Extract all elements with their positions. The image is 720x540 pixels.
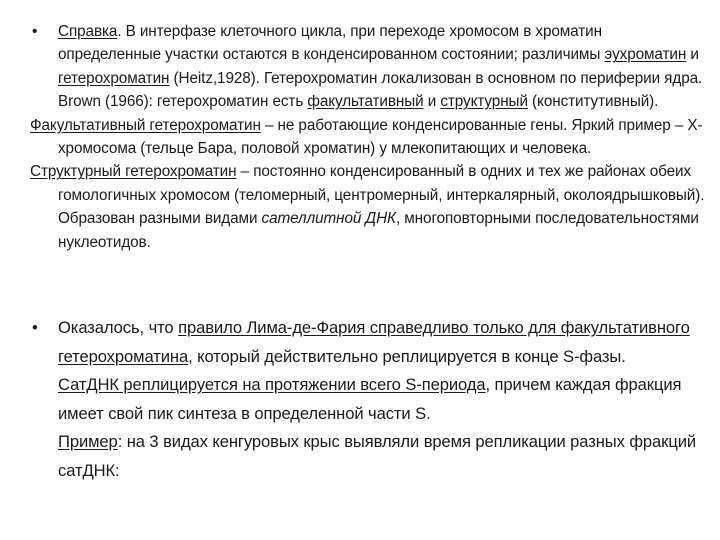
reference-text-1: . В интерфазе клеточного цикла, при переходе хромосом в хроматин определенные участки остаются в конденсированном состоянии; различимы — [58, 23, 605, 64]
example-label: Пример — [58, 432, 118, 452]
facultative-term: факультативный — [307, 93, 424, 111]
structural-text-1: – постоянно конденсированный в одних и тех же районах обеих гомологичных хромосом (теломерный, центромерный, интеркалярный, околоядрышковый). Образован разными видами — [58, 163, 705, 228]
reference-term: Справка — [58, 23, 118, 40]
facultative-heading: Факультативный гетерохроматин — [30, 116, 261, 134]
reference-text-3: (Heitz,1928). Гетерохроматин локализован в основном по периферии ядра. Brown (1966): гетерохроматин есть — [58, 69, 703, 111]
lima-de-faria-rule: правило Лима-де-Фария справедливо только для факультативного гетерохроматина — [58, 318, 690, 366]
structural-text-2: , многоповторными последовательностями нуклеотидов. — [58, 210, 699, 251]
heterochromatin-term: гетерохроматин — [58, 69, 170, 87]
satdna-replication-statement: СатДНК реплицируется на протяжении всего S-периода — [58, 375, 486, 395]
bullet-icon: • — [32, 23, 38, 40]
reference-text-5: (конститутивный). — [527, 93, 659, 111]
replication-text-4: : на 3 видах кенгуровых крыс выявляли время репликации разных фракций сатДНК: — [58, 432, 697, 480]
facultative-paragraph — [30, 114, 708, 161]
bullet-icon: • — [32, 318, 38, 337]
reference-paragraph — [30, 20, 708, 114]
euchromatin-term: эухроматин — [604, 46, 687, 64]
structural-paragraph — [30, 160, 708, 254]
replication-text-2: , который действительно реплицируется в конце S-фазы. — [188, 346, 626, 366]
satellite-dna-term: сателлитной ДНК — [261, 210, 396, 228]
replication-block — [30, 314, 708, 486]
replication-paragraph — [30, 314, 708, 486]
reference-text-2: и — [686, 46, 699, 64]
facultative-text: – не работающие конденсированные гены. Яркий пример – Х-хромосома (тельце Бара, половой хроматин) у млекопитающих и человека. — [58, 116, 703, 158]
reference-text-4: и — [423, 93, 441, 111]
reference-block — [30, 20, 708, 254]
replication-text-3: , причем каждая фракция имеет свой пик синтеза в определенной части S. — [58, 375, 682, 423]
structural-heading: Структурный гетерохроматин — [30, 163, 237, 181]
structural-term: структурный — [440, 93, 528, 111]
replication-text-1: Оказалось, что — [58, 318, 179, 337]
